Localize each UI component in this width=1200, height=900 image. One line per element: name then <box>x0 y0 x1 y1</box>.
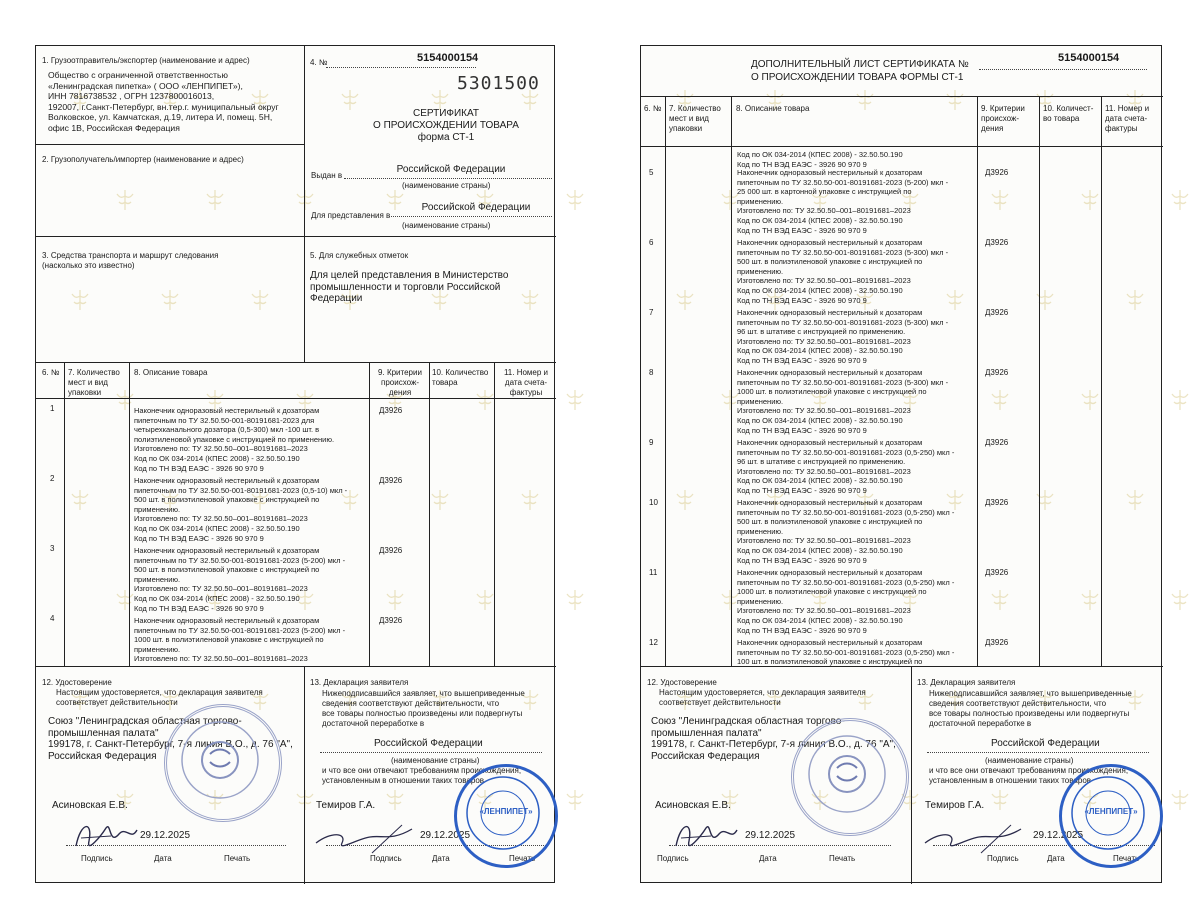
sig-label-signature: Подпись <box>81 854 113 863</box>
declaration-text: Нижеподписавшийся заявляет, что вышеприведенные сведения соответствуют действительности, что все товары полностью произведены или подвергнуты достаточной переработке в <box>322 689 525 728</box>
sig-label-date-2: Дата <box>432 854 450 863</box>
cert-title: СЕРТИФИКАТ О ПРОИСХОЖДЕНИИ ТОВАРА форма СТ-1 <box>373 108 519 143</box>
row-description: Наконечник одноразовый нестерильный к дозаторам пипеточным по ТУ 32.50.50-001-80191681-2023 (0,5-250) мкл - 100 шт. в полиэтиленовой упаковке с инструкцией по <box>737 638 955 667</box>
col-header-criteria: 9. Критерии происхож- дения <box>378 368 422 397</box>
official-use-text: Для целей представления в Министерство промышленности и торговли Российской Федерации <box>310 270 509 305</box>
certifier-name: Асиновская Е.В. <box>52 800 128 811</box>
col-header-number: 6. № <box>42 368 60 377</box>
supplement-page <box>640 45 1162 883</box>
row-number: 10 <box>649 498 658 507</box>
certification-text: Настоящим удостоверяется, что декларация заявителя соответствует действительности <box>56 688 263 707</box>
certifier-signature <box>71 816 141 856</box>
row-description: Наконечник одноразовый нестерильный к дозаторам пипеточным по ТУ 32.50.50-001-80191681-2023 (5-200) мкл - 500 шт. в полиэтиленовой упаковке с инструкцией по применению. Изготовлено по: ТУ 32.50.50–001–80191681–2023 Код по ОК 034-2014 (КПЕС 2008) - 32.50.50.190 Код по ТН ВЭД ЕАЭС - 3926 90 970 9 <box>134 546 346 613</box>
row-description: Наконечник одноразовый нестерильный к дозаторам пипеточным по ТУ 32.50.50-001-80191681-2023 (5-200) мкл - 1000 шт. в полиэтиленовой упаковке с инструкцией по применению. Изготовлено по: ТУ 32.50.50–001–80191681–2023 <box>134 616 346 664</box>
watermark-emblem-icon <box>986 186 1014 214</box>
r-declarant-signature <box>921 821 1031 855</box>
sig-label-seal-2: Печать <box>509 854 536 863</box>
r-declaration-label: 13. Декларация заявителя <box>917 678 1016 687</box>
row-description: Наконечник одноразовый нестерильный к дозаторам пипеточным по ТУ 32.50.50-001-80191681-2023 (5-300) мкл - 1000 шт. в полиэтиленовой упаковке с инструкцией по применению. Изготовлено по: ТУ 32.50.50–001–80191681–2023 Код по ОК 034-2014 (КПЕС 2008) - 32.50.50.190 Код по ТН ВЭД ЕАЭС - 3926 90 970 9 <box>737 368 949 435</box>
watermark-emblem-icon <box>381 586 409 614</box>
watermark-emblem-icon <box>986 586 1014 614</box>
watermark-emblem-icon <box>561 386 589 414</box>
sig-label-seal: Печать <box>224 854 251 863</box>
row-criteria: Д3926 <box>985 438 1009 447</box>
transport-label: 3. Средства транспорта и маршрут следования (насколько это известно) <box>42 251 219 270</box>
watermark-emblem-icon <box>1166 586 1194 614</box>
chamber-seal <box>164 704 282 822</box>
r-chamber-name: Союз "Ленинградская областная торгово- промышленная палата" 199178, г. Санкт-Петербург, 7-я линия В.О., д. 76 "А", Российская Федерация <box>651 716 896 762</box>
r-company-seal <box>1059 764 1163 868</box>
watermark-emblem-icon <box>986 786 1014 814</box>
r-col-header-packages: 7. Количество мест и вид упаковки <box>669 104 721 133</box>
declaration-country: Российской Федерации <box>374 738 483 749</box>
declarant-signature <box>312 821 422 855</box>
watermark-emblem-icon <box>516 286 544 314</box>
row-criteria: Д3926 <box>985 168 1009 177</box>
watermark-emblem-icon <box>851 86 879 114</box>
company-seal <box>454 764 558 868</box>
consignor-label: 1. Грузоотправитель/экспортер (наименование и адрес) <box>42 56 250 65</box>
row-number: 11 <box>649 568 658 577</box>
issued-country: Российской Федерации <box>396 164 506 175</box>
watermark-emblem-icon <box>1076 586 1104 614</box>
sig-label-date: Дата <box>154 854 172 863</box>
continued-text: Код по ОК 034-2014 (КПЕС 2008) - 32.50.50.190 Код по ТН ВЭД ЕАЭС - 3926 90 970 9 <box>737 150 903 169</box>
r-sig-label-seal: Печать <box>829 854 856 863</box>
row-description: Наконечник одноразовый нестерильный к дозаторам пипеточным по ТУ 32.50.50-001-80191681-2023 для четырехканального дозатора (0,5-300) мкл -100 шт. в полиэтиленовой упаковке с инструкцией по применению. Изготовлено по: ТУ 32.50.50–001–80191681–2023 Код по ОК 034-2014 (КПЕС 2008) - 32.50.50.190 Код по ТН ВЭД ЕАЭС - 3926 90 970 9 <box>134 406 335 473</box>
present-country: Российской Федерации <box>421 202 531 213</box>
row-description: Наконечник одноразовый нестерильный к дозаторам пипеточным по ТУ 32.50.50-001-80191681-2023 (0,5-250) мкл - 1000 шт. в полиэтиленовой упаковке с инструкцией по применению. Изготовлено по: ТУ 32.50.50–001–80191681–2023 Код по ОК 034-2014 (КПЕС 2008) - 32.50.50.190 Код по ТН ВЭД ЕАЭС - 3926 90 970 9 <box>737 568 955 635</box>
r-sig-label-signature-2: Подпись <box>987 854 1019 863</box>
col-header-quantity: 10. Количество товара <box>432 368 489 387</box>
declarant-date: 29.12.2025 <box>420 830 471 841</box>
r-certifier-signature <box>671 816 741 856</box>
r-col-header-quantity: 10. Количест- во товара <box>1043 104 1094 123</box>
row-description: Наконечник одноразовый нестерильный к дозаторам пипеточным по ТУ 32.50.50-001-80191681-2023 (0,5-250) мкл - 96 шт. в штативе с инструкцией по применению. Изготовлено по: ТУ 32.50.50–001–80191681–2023 Код по ОК 034-2014 (КПЕС 2008) - 32.50.50.190 Код по ТН ВЭД ЕАЭС - 3926 90 970 9 <box>737 438 955 495</box>
watermark-emblem-icon <box>426 486 454 514</box>
r-declaration-country: Российской Федерации <box>991 738 1100 749</box>
row-criteria: Д3926 <box>379 406 403 415</box>
declaration-text2: и что все они отвечают требованиям происхождения, установленным в отношении таких товаров <box>322 766 522 785</box>
r-declaration-text: Нижеподписавшийся заявляет, что вышеприведенные сведения соответствуют действительности, что все товары полностью произведены или подвергнуты достаточной переработке в <box>929 689 1132 728</box>
row-number: 7 <box>649 308 654 317</box>
col-header-packages: 7. Количество мест и вид упаковки <box>68 368 120 397</box>
row-number: 9 <box>649 438 654 447</box>
r-certifier-date: 29.12.2025 <box>745 830 796 841</box>
r-certification-text: Настоящим удостоверяется, что декларация заявителя соответствует действительности <box>659 688 866 707</box>
row-number: 8 <box>649 368 654 377</box>
r-declaration-caption: (наименование страны) <box>985 756 1074 765</box>
watermark-emblem-icon <box>671 286 699 314</box>
row-criteria: Д3926 <box>985 568 1009 577</box>
official-use-label: 5. Для служебных отметок <box>310 251 409 260</box>
col-header-description: 8. Описание товара <box>134 368 208 377</box>
supplement-title: ДОПОЛНИТЕЛЬНЫЙ ЛИСТ СЕРТИФИКАТА № О ПРОИСХОЖДЕНИИ ТОВАРА ФОРМЫ СТ-1 <box>751 59 969 83</box>
watermark-emblem-icon <box>1121 286 1149 314</box>
r-certification-label: 12. Удостоверение <box>647 678 717 687</box>
r-col-header-number: 6. № <box>644 104 662 113</box>
watermark-emblem-icon <box>671 486 699 514</box>
certificate-page <box>35 45 555 883</box>
declaration-caption: (наименование страны) <box>391 756 480 765</box>
watermark-emblem-icon <box>986 386 1014 414</box>
certifier-date: 29.12.2025 <box>140 830 191 841</box>
row-number: 4 <box>50 614 55 623</box>
r-chamber-seal <box>791 718 909 836</box>
watermark-emblem-icon <box>246 286 274 314</box>
watermark-emblem-icon <box>1076 386 1104 414</box>
r-declaration-text2: и что все они отвечают требованиям происхождения, установленным в отношении таких товаров <box>929 766 1129 785</box>
row-criteria: Д3926 <box>985 238 1009 247</box>
r-sig-label-date: Дата <box>759 854 777 863</box>
row-criteria: Д3926 <box>379 616 403 625</box>
r-col-header-invoice: 11. Номер и дата счета- фактуры <box>1105 104 1150 133</box>
declarant-name: Темиров Г.А. <box>316 800 376 811</box>
row-number: 1 <box>50 404 55 413</box>
watermark-emblem-icon <box>201 186 229 214</box>
row-description: Наконечник одноразовый нестерильный к дозаторам пипеточным по ТУ 32.50.50-001-80191681-2023 (0,5-250) мкл - 500 шт. в полиэтиленовой упаковке с инструкцией по применению. Изготовлено по: ТУ 32.50.50–001–80191681–2023 Код по ОК 034-2014 (КПЕС 2008) - 32.50.50.190 Код по ТН ВЭД ЕАЭС - 3926 90 970 9 <box>737 498 955 565</box>
company-seal-text: «ЛЕНПИПЕТ» <box>479 807 533 816</box>
row-number: 12 <box>649 638 658 647</box>
row-criteria: Д3926 <box>985 368 1009 377</box>
r-sig-label-seal-2: Печать <box>1113 854 1140 863</box>
row-description: Наконечник одноразовый нестерильный к дозаторам пипеточным по ТУ 32.50.50-001-80191681-2023 (5-200) мкл - 25 000 шт. в картонной упаковке с инструкцией по применению. Изготовлено по: ТУ 32.50.50–001–80191681–2023 Код по ОК 034-2014 (КПЕС 2008) - 32.50.50.190 Код по ТН ВЭД ЕАЭС - 3926 90 970 9 <box>737 168 949 235</box>
watermark-emblem-icon <box>1166 786 1194 814</box>
col-header-invoice: 11. Номер и дата счета- фактуры <box>503 368 549 397</box>
r-certifier-name: Асиновская Е.В. <box>655 800 731 811</box>
certification-label: 12. Удостоверение <box>42 678 112 687</box>
issued-caption: (наименование страны) <box>402 181 491 190</box>
supplement-cert-number: 5154000154 <box>1058 52 1120 64</box>
sig-label-signature-2: Подпись <box>370 854 402 863</box>
issued-label: Выдан в <box>311 171 343 180</box>
watermark-emblem-icon <box>1031 486 1059 514</box>
watermark-emblem-icon <box>291 786 319 814</box>
row-number: 3 <box>50 544 55 553</box>
r-col-header-criteria: 9. Критерии происхож- дения <box>981 104 1025 133</box>
r-declarant-date: 29.12.2025 <box>1033 830 1084 841</box>
watermark-emblem-icon <box>111 186 139 214</box>
cert-number-label: 4. № <box>310 58 328 67</box>
r-declarant-name: Темиров Г.А. <box>925 800 985 811</box>
watermark-emblem-icon <box>561 586 589 614</box>
row-description: Наконечник одноразовый нестерильный к дозаторам пипеточным по ТУ 32.50.50-001-80191681-2023 (0,5-10) мкл - 500 шт. в полиэтиленовой упаковке с инструкцией по применению. Изготовлено по: ТУ 32.50.50–001–80191681–2023 Код по ОК 034-2014 (КПЕС 2008) - 32.50.50.190 Код по ТН ВЭД ЕАЭС - 3926 90 970 9 <box>134 476 348 543</box>
row-criteria: Д3926 <box>985 498 1009 507</box>
row-number: 2 <box>50 474 55 483</box>
watermark-emblem-icon <box>1166 386 1194 414</box>
consignor-text: Общество с ограниченной ответственностью «Ленинградская пипетка» ( ООО «ЛЕНПИПЕТ»), ИНН 7816738532 , ОГРН 1237800016013, 192007, г.Санкт-Петербург, вн.тер.г. муниципальный округ Волковское, ул. Камчатская, д.19, литера И, помещ. 5Н, офис 1В, Российская Федерация <box>48 70 279 133</box>
watermark-emblem-icon <box>1076 186 1104 214</box>
row-criteria: Д3926 <box>985 638 1009 647</box>
watermark-emblem-icon <box>66 486 94 514</box>
row-description: Наконечник одноразовый нестерильный к дозаторам пипеточным по ТУ 32.50.50-001-80191681-2023 (5-300) мкл - 500 шт. в полиэтиленовой упаковке с инструкцией по применению. Изготовлено по: ТУ 32.50.50–001–80191681–2023 Код по ОК 034-2014 (КПЕС 2008) - 32.50.50.190 Код по ТН ВЭД ЕАЭС - 3926 90 970 9 <box>737 238 949 305</box>
watermark-emblem-icon <box>291 186 319 214</box>
watermark-emblem-icon <box>66 286 94 314</box>
r-company-seal-text: «ЛЕНПИПЕТ» <box>1084 807 1138 816</box>
watermark-emblem-icon <box>156 286 184 314</box>
watermark-emblem-icon <box>561 786 589 814</box>
row-criteria: Д3926 <box>379 476 403 485</box>
declaration-label: 13. Декларация заявителя <box>310 678 409 687</box>
watermark-emblem-icon <box>381 786 409 814</box>
r-sig-label-date-2: Дата <box>1047 854 1065 863</box>
present-label: Для представления в <box>311 211 391 220</box>
chamber-name: Союз "Ленинградская областная торгово- промышленная палата" 199178, г. Санкт-Петербург, 7-я линия В.О., д. 76 "А", Российская Федерация <box>48 716 293 762</box>
consignee-label: 2. Грузополучатель/импортер (наименование и адрес) <box>42 155 244 164</box>
present-caption: (наименование страны) <box>402 221 491 230</box>
row-description: Наконечник одноразовый нестерильный к дозаторам пипеточным по ТУ 32.50.50-001-80191681-2023 (5-300) мкл - 96 шт. в штативе с инструкцией по применению. Изготовлено по: ТУ 32.50.50–001–80191681–2023 Код по ОК 034-2014 (КПЕС 2008) - 32.50.50.190 Код по ТН ВЭД ЕАЭС - 3926 90 970 9 <box>737 308 949 365</box>
cert-number: 5154000154 <box>417 52 479 64</box>
r-col-header-description: 8. Описание товара <box>736 104 810 113</box>
r-sig-label-signature: Подпись <box>657 854 689 863</box>
row-criteria: Д3926 <box>985 308 1009 317</box>
watermark-emblem-icon <box>1031 286 1059 314</box>
watermark-emblem-icon <box>1166 186 1194 214</box>
watermark-emblem-icon <box>941 86 969 114</box>
watermark-emblem-icon <box>516 486 544 514</box>
watermark-emblem-icon <box>561 186 589 214</box>
row-criteria: Д3926 <box>379 546 403 555</box>
blank-number: 5301500 <box>457 73 540 94</box>
watermark-emblem-icon <box>1121 486 1149 514</box>
row-number: 6 <box>649 238 654 247</box>
row-number: 5 <box>649 168 654 177</box>
